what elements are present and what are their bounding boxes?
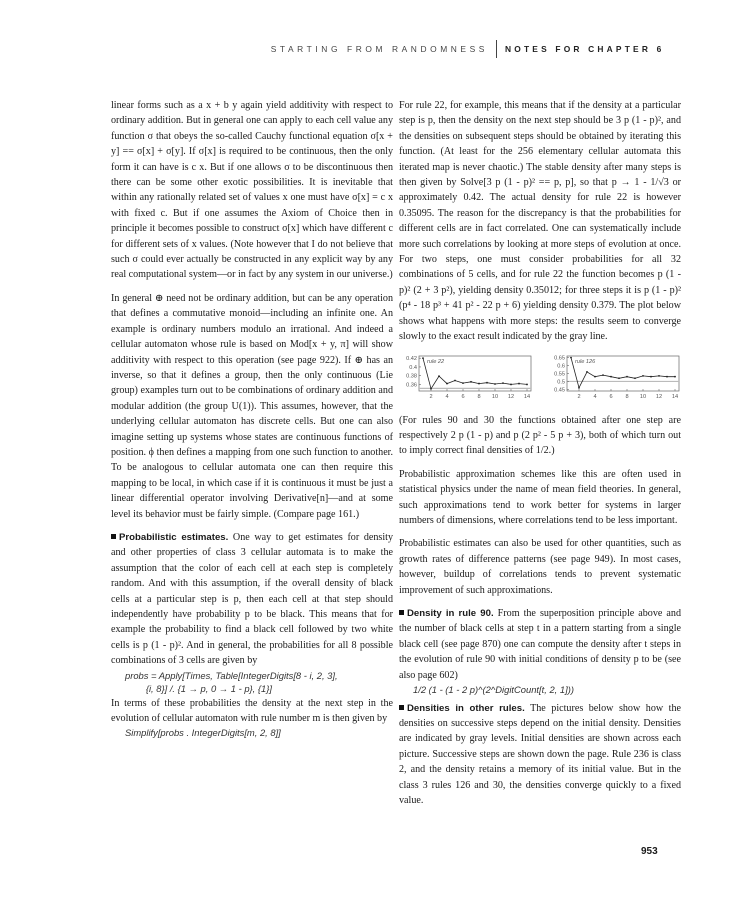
paragraph-mean-field: Probabilistic approximation schemes like this are often used in statistical physics under the name of mean field theories. In general, such approximations tend to work better for systems in larger numbers of dimensions, where correlations tend to be less important. — [399, 468, 681, 526]
paragraph-rules-90-30: (For rules 90 and 30 the functions obtained after one step are respectively 2 p (1 - p) and p (2 p² - 5 p + 3), both of which turn out to imply correct final densities of 1/2.) — [399, 414, 681, 457]
paragraph-probabilistic-estimates — [111, 530, 393, 669]
x-tick-label: 10 — [491, 393, 499, 400]
data-point — [650, 375, 652, 377]
data-point — [634, 377, 636, 379]
x-tick-label: 8 — [477, 393, 481, 400]
data-point — [586, 371, 588, 373]
section-bullet-icon — [111, 534, 116, 539]
paragraph-growth-rates: Probabilistic estimates can also be used for other quantities, such as growth rates of difference patterns (see page 949). In most cases, however, buildup of correlations tends to prevent systematic improvement of such approximations. — [399, 538, 681, 596]
data-point — [570, 356, 572, 358]
data-point — [594, 375, 596, 377]
data-point — [666, 375, 668, 377]
data-point — [494, 383, 496, 385]
plot-label: rule 126 — [575, 358, 596, 365]
data-point — [502, 382, 504, 384]
y-tick-label: 0.36 — [406, 381, 417, 388]
y-tick-label: 0.42 — [406, 355, 417, 362]
plot-rule-22 — [399, 353, 533, 403]
data-point — [470, 380, 472, 382]
x-tick-label: 2 — [577, 393, 581, 400]
section-heading-probabilistic: Probabilistic estimates. — [119, 531, 229, 543]
paragraph-monoid: In general ⊕ need not be ordinary addition, but can be any operation that defines a commutative monoid—including an infinite one. An example is ordinary numbers modulo an irrational. And indeed a cellular automaton whose rule is based on Mod[x + y, π] will show additivity with respect to this operation (see page 922). If ⊕ has an inverse, so that it defines a group, then the only continuous (Lie group) examples turn out to be combinations of ordinary addition and modular addition (the group U(1)). This assumes, however, that the underlying cellular automaton has discrete cells. But one can also imagine setting up systems whose states are continuous functions of position. ϕ then defines a mapping from one such function to another. To be analogous to cellular automata one can then require this mapping to be local, in which case if it is continuous it must be just a linear differential operator involving Derivative[n]—and at some level its behavior must be fairly simple. (Compare page 161.) — [111, 292, 393, 520]
paragraph-other-rules — [399, 701, 681, 809]
x-tick-label: 8 — [625, 393, 629, 400]
data-point — [510, 383, 512, 385]
section-heading-rule90: Density in rule 90. — [407, 607, 494, 619]
x-tick-label: 14 — [671, 393, 679, 400]
y-tick-label: 0.6 — [557, 363, 565, 370]
data-point — [422, 357, 424, 359]
x-tick-label: 4 — [593, 393, 597, 400]
code-probs: probs = Apply[Times, Table[IntegerDigits[8 - i, 2, 3], {i, 8}] /. {1 → p, 0 → 1 - p}, {1}] — [125, 669, 338, 695]
paragraph-density-rule90 — [399, 606, 681, 683]
data-point — [446, 382, 448, 384]
data-point — [486, 381, 488, 383]
section-bullet-icon — [399, 610, 404, 615]
y-tick-label: 0.45 — [554, 386, 565, 393]
header-section-title: NOTES FOR CHAPTER 6 — [505, 44, 665, 54]
right-column — [399, 98, 681, 816]
data-point — [438, 375, 440, 377]
paragraph-density-next: In terms of these probabilities the density at the next step in the evolution of cellular automaton with rule number m is then given by — [111, 697, 393, 725]
code-rule90-density: 1/2 (1 - (1 - 2 p)^(2^DigitCount[t, 2, 1])) — [413, 684, 574, 695]
plot-rule-126 — [547, 353, 681, 403]
page-number: 953 — [641, 846, 658, 857]
x-tick-label: 4 — [445, 393, 449, 400]
y-tick-label: 0.65 — [554, 355, 565, 362]
data-point — [642, 374, 644, 376]
data-point — [454, 379, 456, 381]
x-tick-label: 6 — [461, 393, 465, 400]
section-heading-other-rules: Densities in other rules. — [407, 702, 525, 714]
data-point — [578, 386, 580, 388]
y-tick-label: 0.38 — [406, 373, 417, 380]
density-plots — [399, 353, 681, 403]
paragraph-rule22: For rule 22, for example, this means that if the density at a particular step is p, then the density on the next step should be 3 p (1 - p)², and the densities on subsequent steps should be obtained by iterating this function. (At least for the 256 elementary cellular automata this iterated map is never chaotic.) The stable density after many steps is then given by Solve[3 p (1 - p)² == p, p], so that p → 1 - 1/√3 or approximately 0.42. The actual density for rule 22 is however 0.35095. The reason for the discrepancy is that the probabilities for different cells are in fact correlated. One can systematically include more such correlations by looking at more steps of evolution at once. For two steps, one must consider probabilities for all 32 combinations of 5 cells, and for rule 22 the function becomes p (1 - p)² (2 + 3 p²), yielding density 0.35012; for three steps it is p (1 - p)² (p⁴ - 18 p³ + 41 p² - 22 p + 6) yielding density 0.379. The plot below shows what happens with more steps: the results seem to converge slowly to the exact result indicated by the gray line. — [399, 100, 681, 343]
data-point — [610, 375, 612, 377]
code-simplify: Simplify[probs . IntegerDigits[m, 2, 8]] — [125, 727, 281, 739]
data-point — [462, 382, 464, 384]
data-point — [626, 375, 628, 377]
y-tick-label: 0.5 — [557, 378, 565, 385]
x-tick-label: 2 — [429, 393, 433, 400]
data-point — [430, 387, 432, 389]
data-point — [518, 382, 520, 384]
data-point — [602, 374, 604, 376]
paragraph-body: The pictures below show how the densities on successive steps depend on the initial density. Densities are indicated by gray levels. Initial densities are shown across each picture. Successive steps are shown down the page. Rule 236 is class 2, and the density retains a memory of its initial value. But in the class 3 rules 126 and 30, the densities converge quickly to a fixed value. — [399, 702, 682, 806]
running-header — [0, 42, 750, 62]
data-point — [478, 382, 480, 384]
data-point — [618, 377, 620, 379]
data-point — [674, 375, 676, 377]
x-tick-label: 14 — [523, 393, 531, 400]
section-bullet-icon — [399, 705, 404, 710]
paragraph-body: One way to get estimates for density and other properties of class 3 cellular automata is to make the assumption that the color of each cell at each step is completely random. And with this assumption, if the overall density of black cells at a particular step is p, then each cell at that step should independently have probability p to be black. This means that for example the probability to find a black cell followed by two white cells is p (1 - p)². And in general, the probabilities for all 8 possible combinations of 3 cells are given by — [111, 531, 394, 667]
x-tick-label: 12 — [655, 393, 663, 400]
x-tick-label: 10 — [639, 393, 647, 400]
data-point — [658, 374, 660, 376]
y-tick-label: 0.55 — [554, 371, 565, 377]
data-point — [526, 383, 528, 385]
left-column — [111, 98, 393, 744]
y-tick-label: 0.4 — [409, 364, 417, 371]
header-divider — [496, 40, 497, 58]
paragraph-cauchy: linear forms such as a x + b y again yield additivity with respect to ordinary addition. But in general one can apply to each cell value any function σ that obeys the so-called Cauchy functional equation σ[x + y] == σ[x] + σ[y]. If σ[x] is required to be continuous, then the only form it can have is c x. But if one allows σ to be discontinuous then there can be some other exotic possibilities. It is inevitable that within any rationally related set of values x one must have σ[x] = c x with fixed c. But if one assumes the Axiom of Choice then in principle it becomes possible to construct σ[x] which have different c for different sets of x values. (Note however that I do not believe that such σ could ever actually be constructed in any explicit way by any real computational system—or in fact by any system in our universe.) — [111, 100, 393, 281]
header-chapter-title: STARTING FROM RANDOMNESS — [270, 44, 488, 54]
x-tick-label: 6 — [609, 393, 613, 400]
x-tick-label: 12 — [507, 393, 515, 400]
paragraph-body: From the superposition principle above and the number of black cells at step t in a pattern starting from a single black cell (see page 870) one can compute the density after t steps in the evolution of rule 90 with initial conditions of density p to be (see also page 602) — [399, 607, 681, 681]
plot-label: rule 22 — [427, 358, 445, 365]
